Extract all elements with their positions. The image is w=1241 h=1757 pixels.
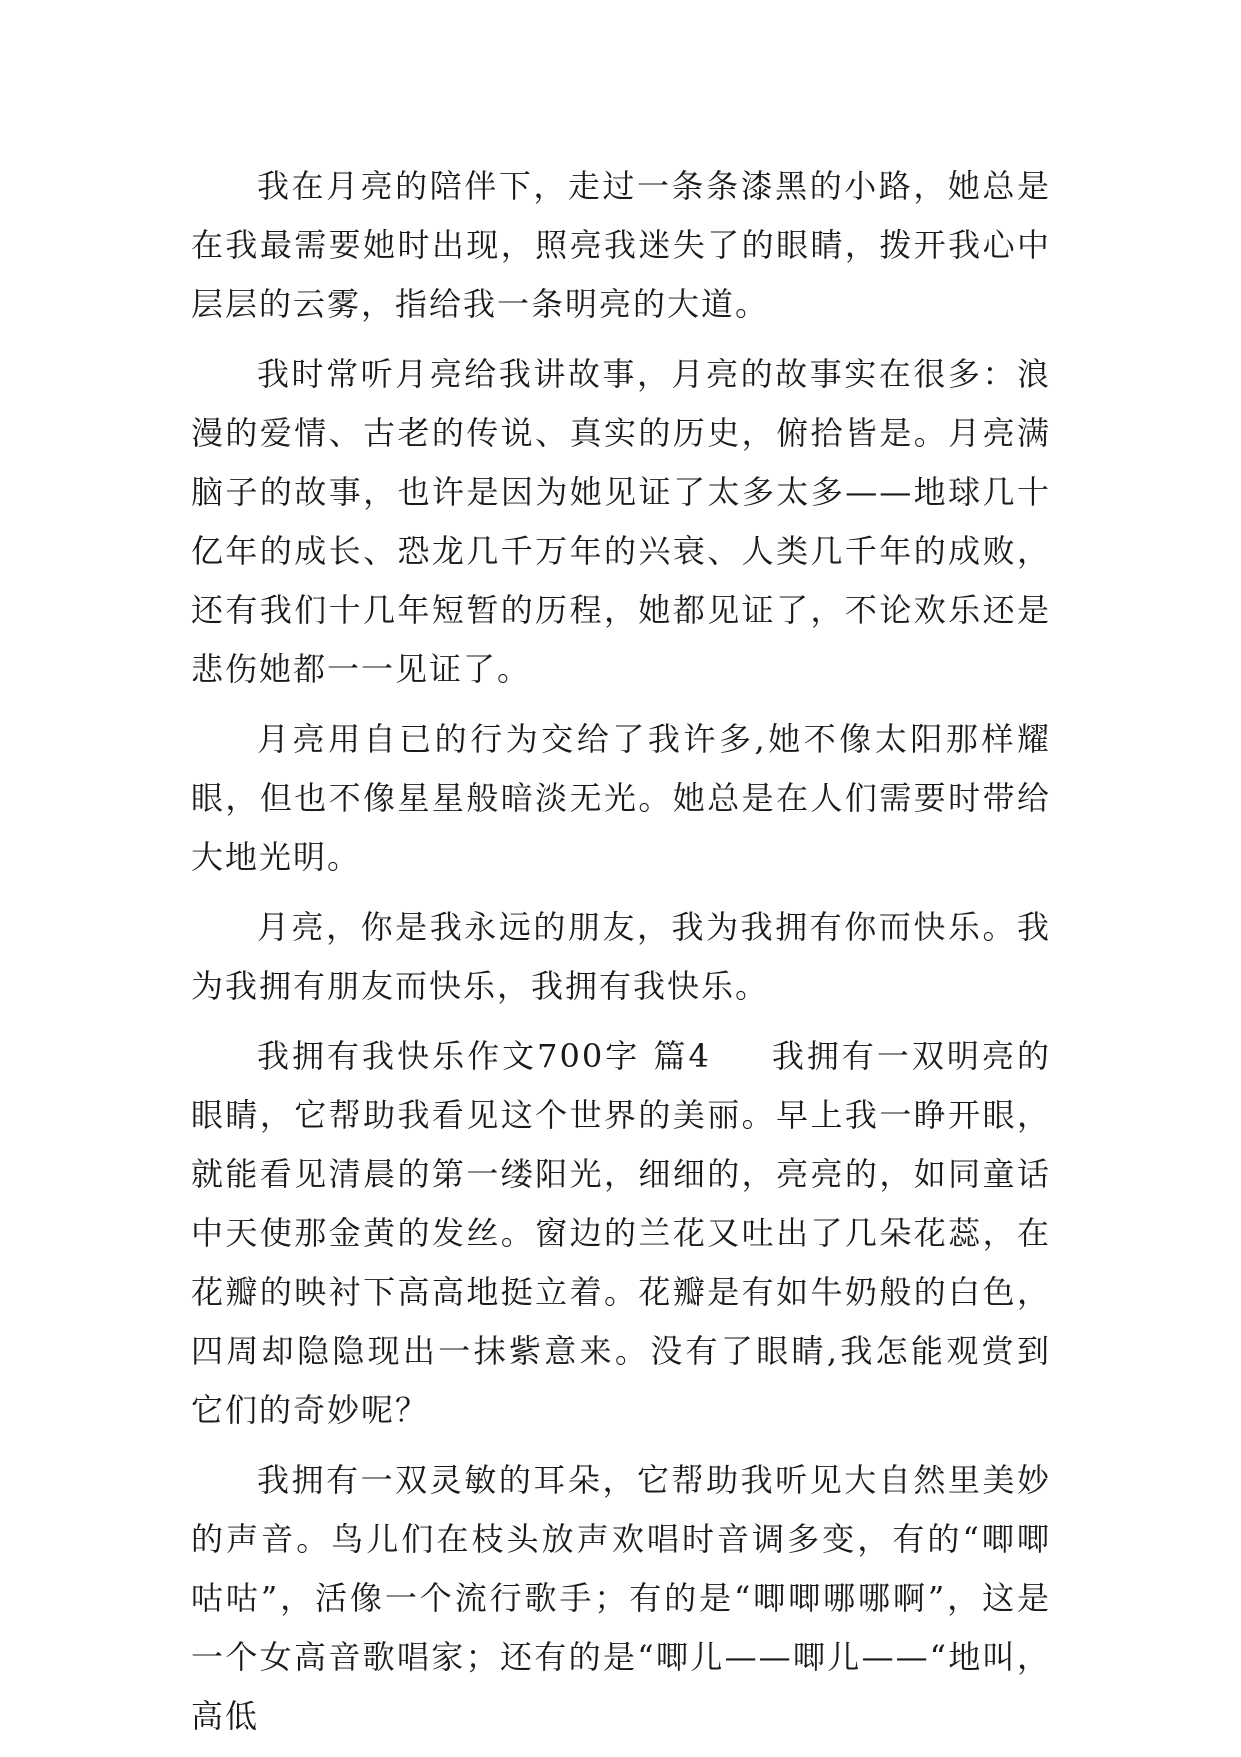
section-first-text: 我拥有一双明亮的眼睛，它帮助我看见这个世界的美丽。早上我一睁开眼，就能看见清晨的第一缕阳光，细细的，亮亮的，如同童话中天使那金黄的发丝。窗边的兰花又吐出了几朵花蕊，在花瓣的映衬下高高地挺立着。花瓣是有如牛奶般的白色，四周却隐隐现出一抹紫意来。没有了眼睛,我怎能观赏到它们的奇妙呢？ (191, 1037, 1051, 1429)
paragraph-section-4 (191, 1027, 1051, 1440)
paragraph-moon-companion: 我在月亮的陪伴下，走过一条条漆黑的小路，她总是在我最需要她时出现，照亮我迷失了的眼睛，拨开我心中层层的云雾，指给我一条明亮的大道。 (191, 167, 1051, 323)
paragraph-moon-example: 月亮用自已的行为交给了我许多,她不像太阳那样耀眼，但也不像星星般暗淡无光。她总是在人们需要时带给大地光明。 (191, 720, 1051, 876)
section-heading: 我拥有我快乐作文700字 篇4 (257, 1037, 711, 1075)
paragraph-moon-stories: 我时常听月亮给我讲故事，月亮的故事实在很多：浪漫的爱情、古老的传说、真实的历史，俯拾皆是。月亮满脑子的故事，也许是因为她见证了太多太多——地球几十亿年的成长、恐龙几千万年的兴衰、人类几千年的成败，还有我们十几年短暂的历程，她都见证了，不论欢乐还是悲伤她都一一见证了。 (191, 355, 1051, 688)
paragraph-moon-friend: 月亮，你是我永远的朋友，我为我拥有你而快乐。我为我拥有朋友而快乐，我拥有我快乐。 (191, 908, 1051, 1005)
document-body (191, 157, 1051, 1757)
paragraph-ears: 我拥有一双灵敏的耳朵，它帮助我听见大自然里美妙的声音。鸟儿们在枝头放声欢唱时音调多变，有的“唧唧咕咕”，活像一个流行歌手；有的是“唧唧哪哪啊”，这是一个女高音歌唱家；还有的是“唧儿——唧儿——“地叫，高低 (191, 1461, 1051, 1735)
